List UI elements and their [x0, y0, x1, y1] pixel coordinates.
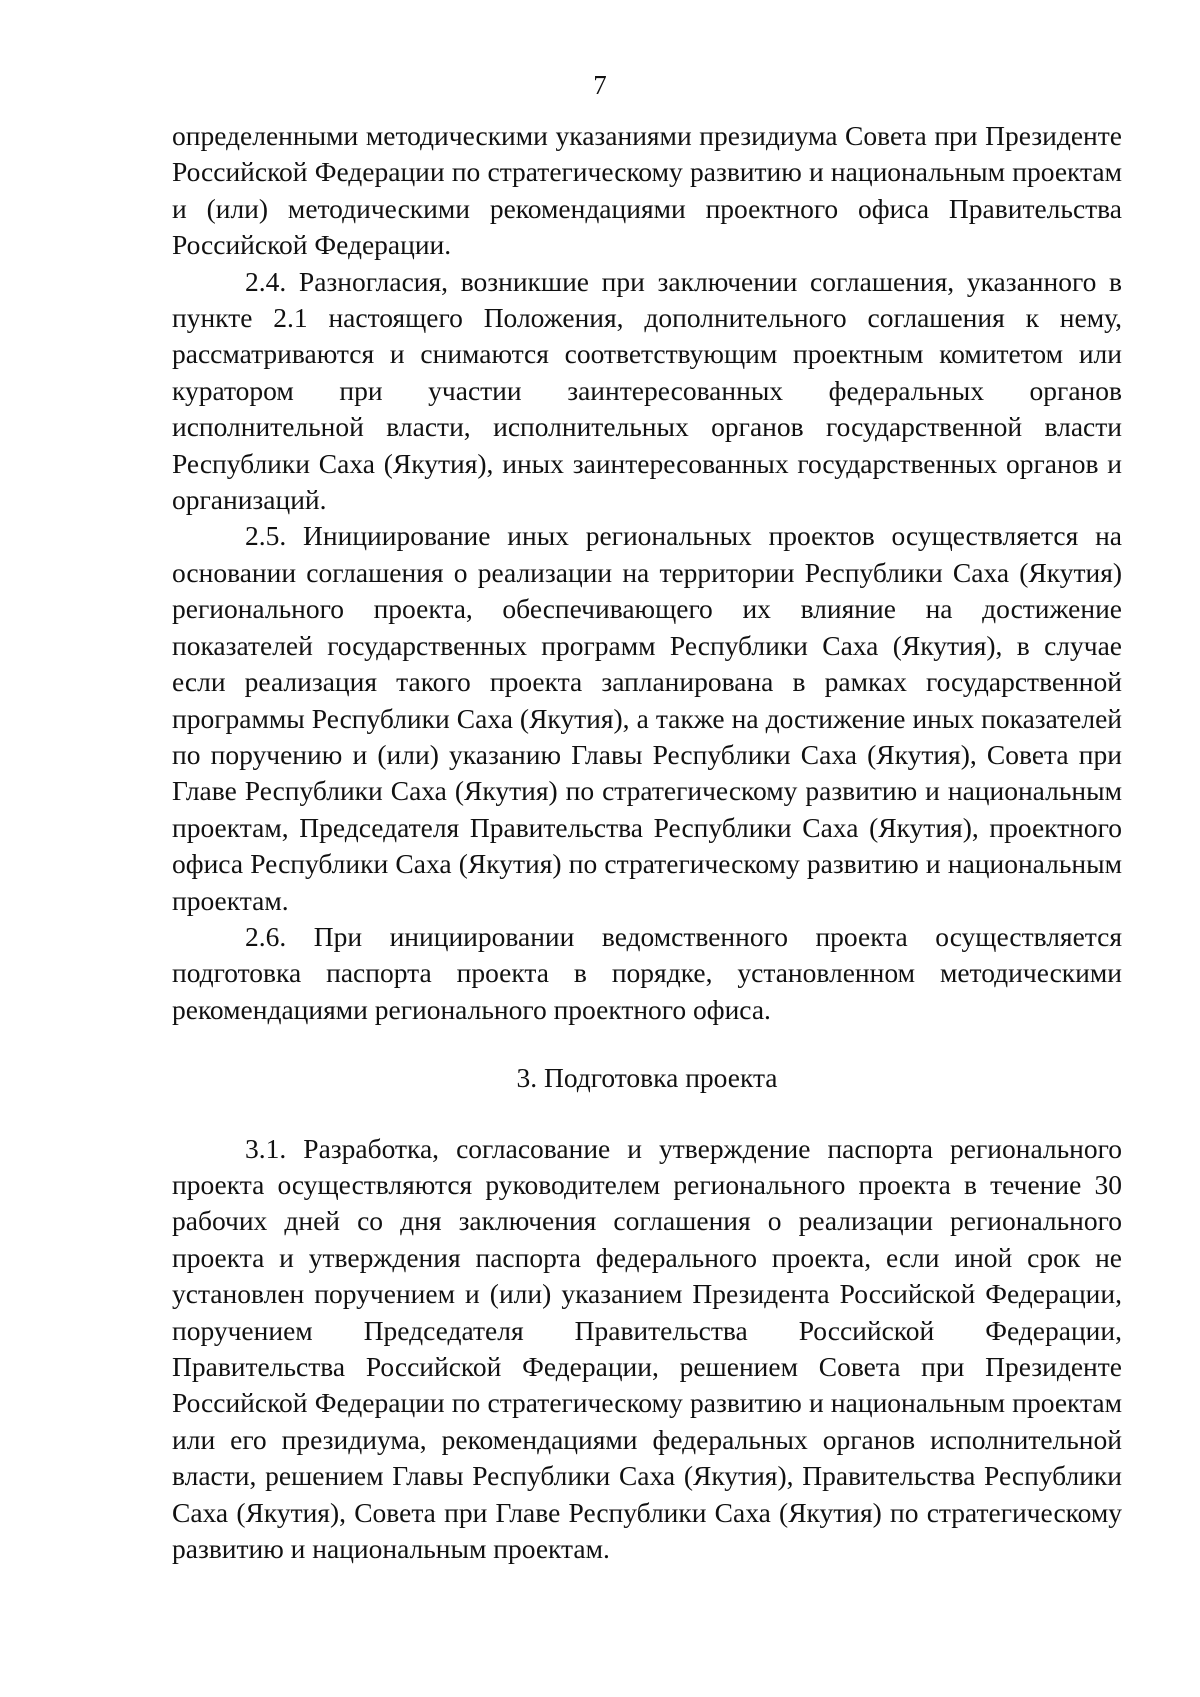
- paragraph-2-4: 2.4. Разногласия, возникшие при заключении соглашения, указанного в пункте 2.1 настоящего Положения, дополнительного соглашения к нему, рассматриваются и снимаются соответствующим проектным комитетом или куратором при участии заинтересованных федеральных органов исполнительной власти, исполнительных органов государственной власти Республики Саха (Якутия), иных заинтересованных государственных органов и организаций.: [172, 265, 1122, 516]
- paragraph-3-1: 3.1. Разработка, согласование и утверждение паспорта регионального проекта осуществляются руководителем регионального проекта в течение 30 рабочих дней со дня заключения соглашения о реализации регионального проекта и утверждения паспорта федерального проекта, если иной срок не установлен поручением и (или) указанием Президента Российской Федерации, поручением Председателя Правительства Российской Федерации, Правительства Российской Федерации, решением Совета при Президенте Российской Федерации по стратегическому развитию и национальным проектам или его президиума, рекомендациями федеральных органов исполнительной власти, решением Главы Республики Саха (Якутия), Правительства Республики Саха (Якутия), Совета при Главе Республики Саха (Якутия) по стратегическому развитию и национальным проектам.: [172, 1132, 1122, 1565]
- paragraph-2-6: 2.6. При инициировании ведомственного проекта осуществляется подготовка паспорта проекта в порядке, установленном методическими рекомендациями регионального проектного офиса.: [172, 920, 1122, 1025]
- paragraph-continuation: определенными методическими указаниями президиума Совета при Президенте Российской Федерации по стратегическому развитию и национальным проектам и (или) методическими рекомендациями проектного офиса Правительства Российской Федерации.: [172, 120, 1122, 261]
- section-heading: 3. Подготовка проекта: [516, 1062, 778, 1094]
- page-number: 7: [593, 70, 607, 100]
- paragraph-2-5: 2.5. Инициирование иных региональных проектов осуществляется на основании соглашения о реализации на территории Республики Саха (Якутия) регионального проекта, обеспечивающего их влияние на достижение показателей государственных программ Республики Саха (Якутия), в случае если реализация такого проекта запланирована в рамках государственной программы Республики Саха (Якутия), а также на достижение иных показателей по поручению и (или) указанию Главы Республики Саха (Якутия), Совета при Главе Республики Саха (Якутия) по стратегическому развитию и национальным проектам, Председателя Правительства Республики Саха (Якутия), проектного офиса Республики Саха (Якутия) по стратегическому развитию и национальным проектам.: [172, 520, 1122, 916]
- document-body: [172, 118, 1122, 1567]
